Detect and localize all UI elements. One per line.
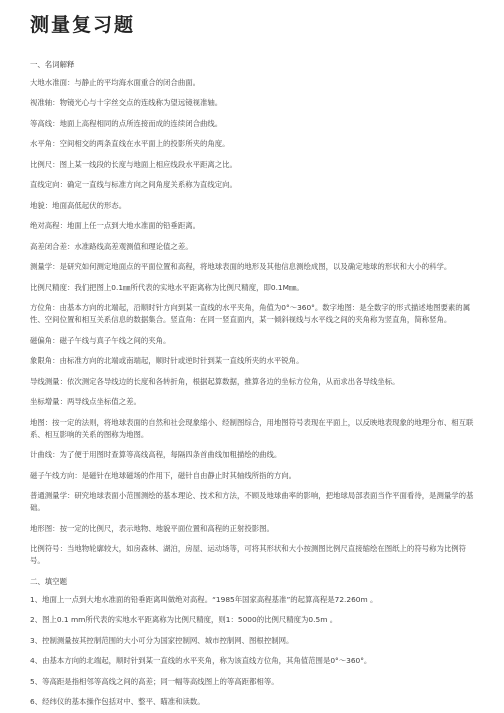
definition-item: 磁偏角：磁子午线与真子午线之间的夹角。 bbox=[30, 335, 171, 345]
definition-item: 方位角：由基本方向的北端起，沿顺时针方向到某一直线的水平夹角，角值为0°～360°。数字地图：是全数字的形式描述地图要素的属性、空间位置和相互关系信息的数据集合。竖直角：在同一竖直面内，某一倾斜视线与水平线之间的夹角称为竖直角，简称竖角。 bbox=[30, 303, 471, 325]
definition-item: 比例尺精度：我们把图上0.1㎜所代表的实地水平距离称为比例尺精度，即0.1M㎜。 bbox=[30, 282, 304, 292]
definition-item: 计曲线：为了便于用图时查算等高线高程，每隔四条首曲线加粗描绘的曲线。 bbox=[30, 450, 282, 460]
definition-item: 象限角：由标准方向的北端或南端起，顺时针或逆时针到某一直线所夹的水平锐角。 bbox=[30, 356, 304, 366]
definition-item: 水平角：空间相交的两条直线在水平面上的投影所夹的角度。 bbox=[30, 139, 230, 149]
definition-item: 磁子午线方向：是磁针在地球磁场的作用下，磁针自由静止时其轴线所指的方向。 bbox=[30, 470, 297, 480]
question-item: 4、由基本方向的北端起，顺时针到某一直线的水平夹角，称为该直线方位角，其角值范围是0°～360°。 bbox=[30, 656, 372, 666]
definition-item: 绝对高程：地面上任一点到大地水准面的铅垂距离。 bbox=[30, 221, 200, 231]
definition-item: 比例尺：图上某一线段的长度与地面上相应线段水平距离之比。 bbox=[30, 159, 237, 169]
definition-item: 视准轴：物镜光心与十字丝交点的连线称为望远镜视准轴。 bbox=[30, 98, 223, 108]
definition-item: 测量学：是研究如何测定地面点的平面位置和高程，将地球表面的地形及其他信息测绘成图，以及确定地球的形状和大小的科学。 bbox=[30, 262, 452, 272]
definition-item: 等高线：地面上高程相同的点所连接而成的连续闭合曲线。 bbox=[30, 118, 223, 128]
section-heading-fill-in: 二、填空题 bbox=[30, 576, 67, 586]
definition-item: 地貌：地面高低起伏的形态。 bbox=[30, 200, 127, 210]
section-heading-definitions: 一、名词解释 bbox=[30, 59, 75, 69]
page-title: 测量复习题 bbox=[30, 14, 136, 36]
question-item: 2、图上0.1 mm所代表的实地水平距离称为比例尺精度，则1：5000的比例尺精度为0.5m 。 bbox=[30, 615, 338, 625]
fill-in-list bbox=[30, 594, 478, 708]
question-item: 5、等高距是指相邻等高线之间的高差；同一幅等高线图上的等高距都相等。 bbox=[30, 676, 279, 686]
definition-item: 导线测量：依次测定各导线边的长度和各转折角，根据起算数据，推算各边的坐标方位角，从而求出各导线坐标。 bbox=[30, 376, 400, 386]
definition-item: 大地水准面：与静止的平均海水面重合的闭合曲面。 bbox=[30, 77, 200, 87]
definition-item: 比例符号：当地物轮廓较大，如房森林、湖泊，房屋、运动场等，可将其形状和大小按测图比例尺直接缩绘在图纸上的符号称为比例符号。 bbox=[30, 544, 467, 566]
question-item: 1、地面上一点到大地水准面的铅垂距离叫做绝对高程。“1985年国家高程基准”的起算高程是72.260m 。 bbox=[30, 594, 378, 604]
definition-item: 直线定向：确定一直线与标准方向之间角度关系称为直线定向。 bbox=[30, 180, 237, 190]
question-item: 3、控制测量按其控制范围的大小可分为国家控制网、城市控制网、图根控制网。 bbox=[30, 635, 294, 645]
definition-item: 高差闭合差：水准路线高差观测值和理论值之差。 bbox=[30, 241, 193, 251]
definition-item: 地图：按一定的法则，将地球表面的自然和社会现象缩小、经制图综合，用地图符号表现在平面上，以反映地表现象的地理分布、相互联系、相互影响的关系的图称为地图。 bbox=[30, 417, 474, 439]
definition-item: 坐标增量：两导线点坐标值之差。 bbox=[30, 397, 141, 407]
definition-item: 普通测量学：研究地球表面小范围测绘的基本理论、技术和方法，不顾及地球曲率的影响，把地球局部表面当作平面看待，是测量学的基础。 bbox=[30, 491, 474, 513]
definitions-list bbox=[30, 77, 478, 567]
definition-item: 地形图：按一定的比例尺，表示地物、地貌平面位置和高程的正射投影图。 bbox=[30, 523, 274, 533]
question-item: 6、经纬仪的基本操作包括对中、整平、瞄准和读数。 bbox=[30, 697, 205, 707]
